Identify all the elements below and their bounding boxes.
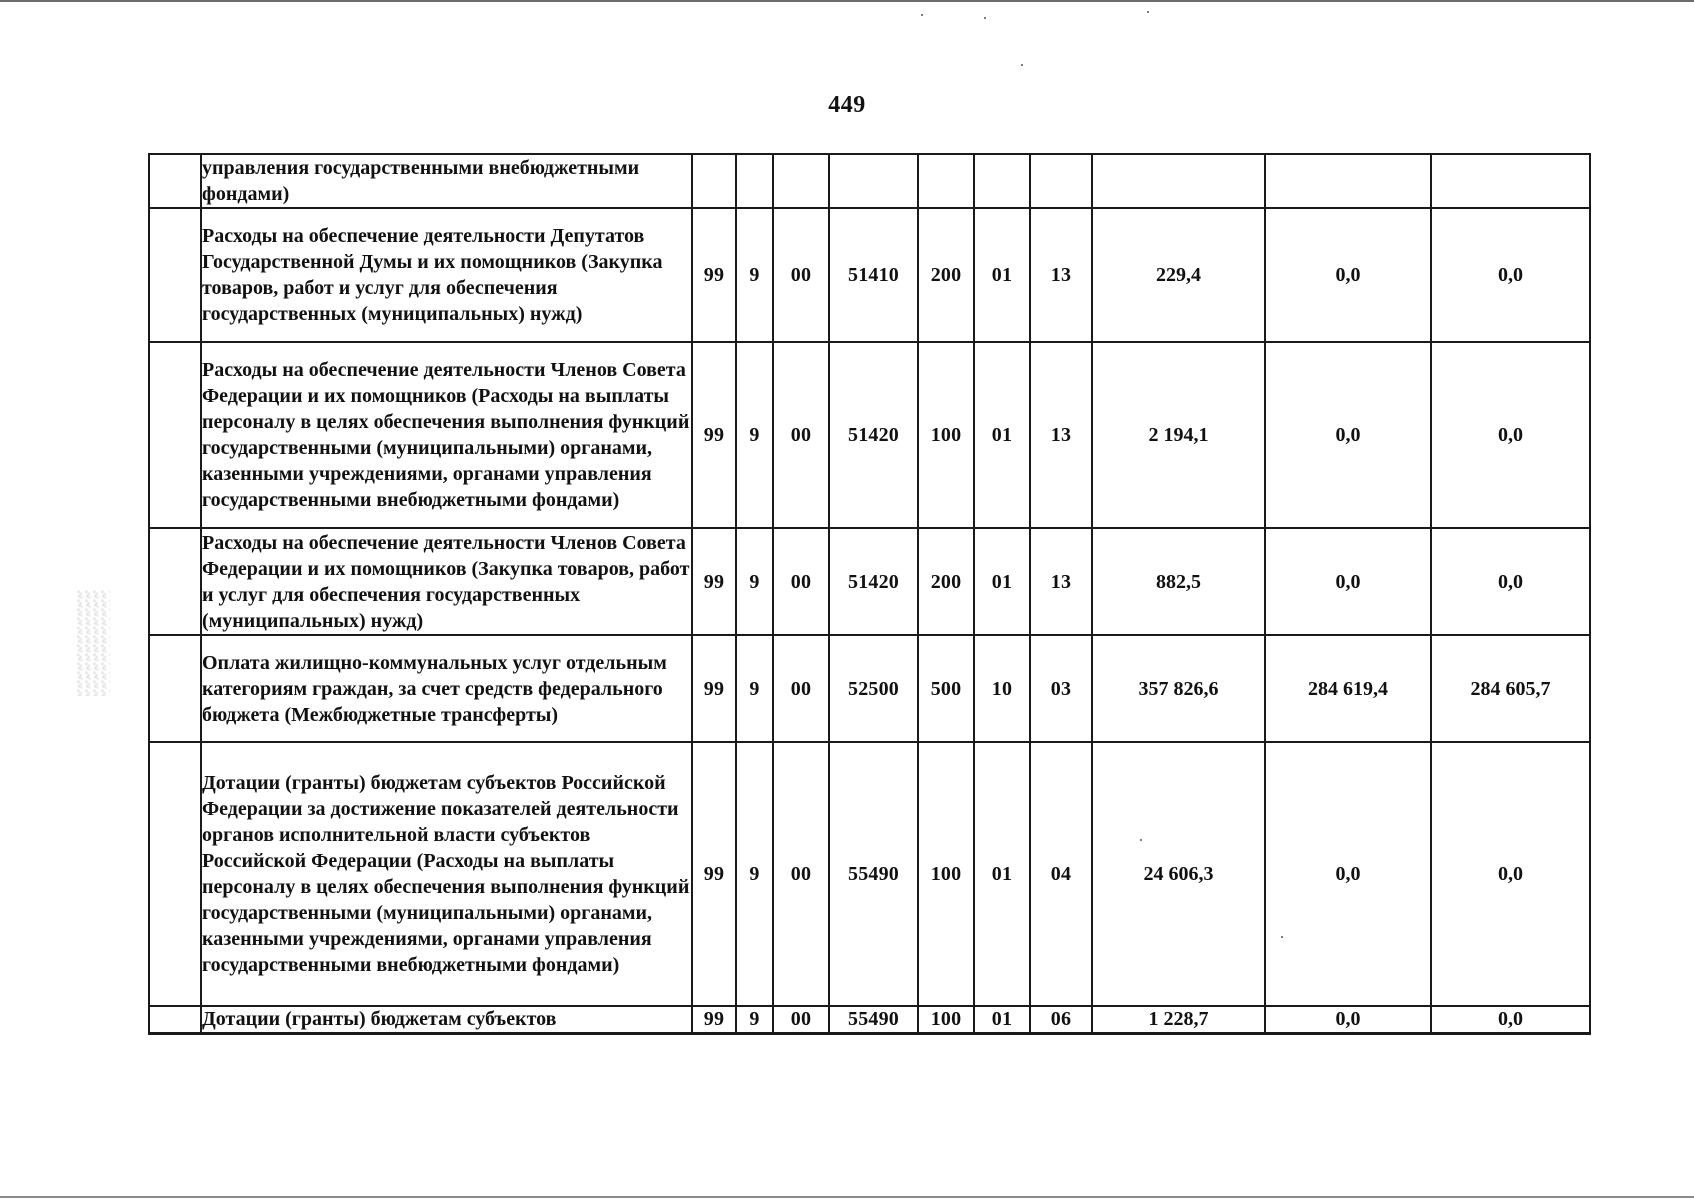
row-marker-cell (149, 635, 201, 742)
code-cell (692, 154, 736, 208)
code-cell: 100 (918, 1006, 974, 1033)
code-cell: 99 (692, 208, 736, 342)
sum-cell: 357 826,6 (1092, 635, 1265, 742)
budget-table (148, 153, 1591, 1035)
code-cell: 55490 (829, 742, 918, 1006)
row-marker-cell (149, 528, 201, 635)
code-cell: 00 (773, 528, 829, 635)
code-cell: 13 (1030, 342, 1092, 528)
row-marker-cell (149, 342, 201, 528)
code-cell: 13 (1030, 208, 1092, 342)
code-cell: 00 (773, 742, 829, 1006)
code-cell: 00 (773, 635, 829, 742)
code-cell: 200 (918, 208, 974, 342)
row-description: Расходы на обеспечение деятельности Членов Совета Федерации и их помощников (Закупка товаров, работ и услуг для обеспечения государственных (муниципальных) нужд) (201, 528, 692, 635)
sum-cell: 0,0 (1265, 342, 1431, 528)
row-description: Дотации (гранты) бюджетам субъектов Российской Федерации за достижение показателей деятельности органов исполнительной власти субъектов Российской Федерации (Расходы на выплаты персоналу в целях обеспечения выполнения функций государственными (муниципальными) органами, казенными учреждениями, органами управления государственными внебюджетными фондами) (201, 742, 692, 1006)
code-cell: 99 (692, 1006, 736, 1033)
row-description: Расходы на обеспечение деятельности Членов Совета Федерации и их помощников (Расходы на выплаты персоналу в целях обеспечения выполнения функций государственными (муниципальными) органами, казенными учреждениями, органами управления государственными внебюджетными фондами) (201, 342, 692, 528)
row-marker-cell (149, 1006, 201, 1033)
sum-cell: 0,0 (1265, 742, 1431, 1006)
scan-speck (1021, 64, 1023, 66)
code-cell: 9 (736, 1006, 773, 1033)
code-cell (974, 154, 1030, 208)
code-cell: 51420 (829, 528, 918, 635)
sum-cell (1265, 154, 1431, 208)
sum-cell: 24 606,3 (1092, 742, 1265, 1006)
code-cell: 10 (974, 635, 1030, 742)
code-cell: 06 (1030, 1006, 1092, 1033)
code-cell: 200 (918, 528, 974, 635)
code-cell: 04 (1030, 742, 1092, 1006)
code-cell: 51410 (829, 208, 918, 342)
sum-cell: 1 228,7 (1092, 1006, 1265, 1033)
table-row (149, 528, 1590, 635)
table-row (149, 635, 1590, 742)
code-cell: 9 (736, 342, 773, 528)
scan-speck (921, 14, 923, 16)
sum-cell: 882,5 (1092, 528, 1265, 635)
code-cell (736, 154, 773, 208)
sum-cell: 0,0 (1265, 1006, 1431, 1033)
code-cell: 100 (918, 742, 974, 1006)
sum-cell (1431, 154, 1590, 208)
table-row (149, 342, 1590, 528)
sum-cell: 0,0 (1265, 528, 1431, 635)
code-cell: 99 (692, 528, 736, 635)
sum-cell: 0,0 (1431, 208, 1590, 342)
code-cell: 51420 (829, 342, 918, 528)
code-cell: 01 (974, 1006, 1030, 1033)
row-description: Дотации (гранты) бюджетам субъектов (201, 1006, 692, 1033)
row-description: управления государственными внебюджетными фондами) (201, 154, 692, 208)
sum-cell: 0,0 (1431, 528, 1590, 635)
code-cell: 01 (974, 742, 1030, 1006)
code-cell: 100 (918, 342, 974, 528)
scan-smudge (76, 590, 110, 696)
row-marker-cell (149, 154, 201, 208)
code-cell: 9 (736, 528, 773, 635)
code-cell: 13 (1030, 528, 1092, 635)
code-cell: 9 (736, 635, 773, 742)
code-cell: 00 (773, 1006, 829, 1033)
row-marker-cell (149, 742, 201, 1006)
code-cell: 9 (736, 742, 773, 1006)
scan-speck (1147, 11, 1149, 13)
code-cell: 00 (773, 208, 829, 342)
table-row (149, 208, 1590, 342)
code-cell: 01 (974, 208, 1030, 342)
code-cell: 52500 (829, 635, 918, 742)
code-cell (918, 154, 974, 208)
sum-cell: 0,0 (1431, 342, 1590, 528)
sum-cell: 284 605,7 (1431, 635, 1590, 742)
code-cell: 01 (974, 528, 1030, 635)
code-cell: 99 (692, 342, 736, 528)
code-cell (829, 154, 918, 208)
page-number: 449 (828, 92, 866, 118)
code-cell: 99 (692, 742, 736, 1006)
code-cell: 03 (1030, 635, 1092, 742)
sum-cell: 0,0 (1431, 1006, 1590, 1033)
sum-cell: 284 619,4 (1265, 635, 1431, 742)
table-row (149, 154, 1590, 208)
row-marker-cell (149, 208, 201, 342)
row-description: Оплата жилищно-коммунальных услуг отдельным категориям граждан, за счет средств федерального бюджета (Межбюджетные трансферты) (201, 635, 692, 742)
sum-cell: 0,0 (1265, 208, 1431, 342)
table-row (149, 742, 1590, 1006)
code-cell: 55490 (829, 1006, 918, 1033)
sum-cell: 2 194,1 (1092, 342, 1265, 528)
code-cell (773, 154, 829, 208)
row-description: Расходы на обеспечение деятельности Депутатов Государственной Думы и их помощников (Закупка товаров, работ и услуг для обеспечения государственных (муниципальных) нужд) (201, 208, 692, 342)
code-cell: 99 (692, 635, 736, 742)
page-top-rule (0, 0, 1694, 2)
sum-cell: 0,0 (1431, 742, 1590, 1006)
code-cell (1030, 154, 1092, 208)
sum-cell (1092, 154, 1265, 208)
code-cell: 9 (736, 208, 773, 342)
code-cell: 01 (974, 342, 1030, 528)
code-cell: 00 (773, 342, 829, 528)
scan-speck (984, 17, 986, 19)
sum-cell: 229,4 (1092, 208, 1265, 342)
table-row (149, 1006, 1590, 1033)
code-cell: 500 (918, 635, 974, 742)
page-bottom-rule (0, 1196, 1694, 1198)
